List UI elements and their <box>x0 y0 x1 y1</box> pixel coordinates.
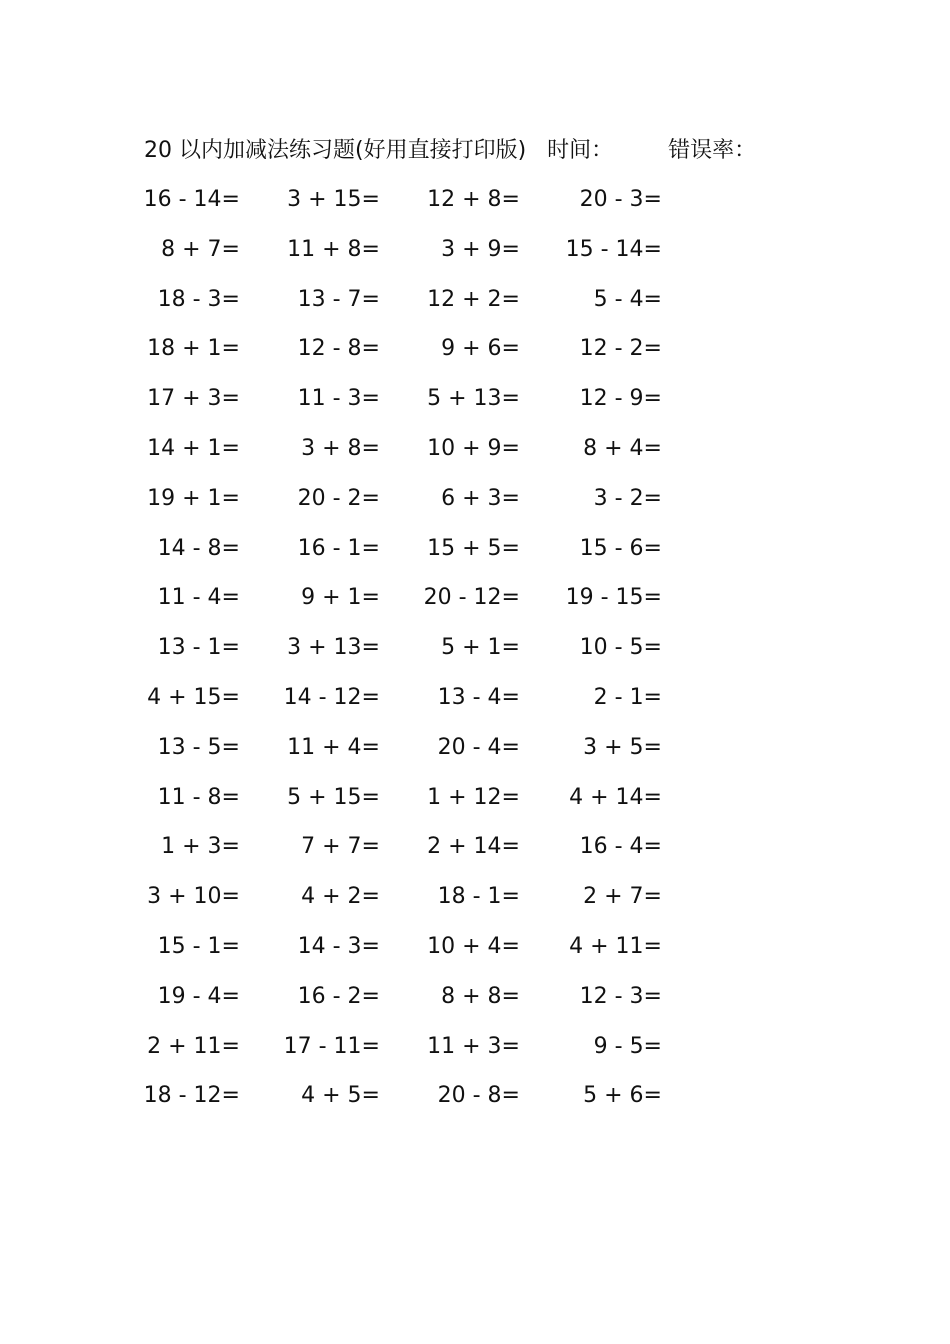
problem-cell: 3 + 13= <box>287 635 380 661</box>
problem-cell: 15 - 6= <box>579 535 662 561</box>
problem-cell: 9 + 1= <box>301 585 380 611</box>
problem-cell: 12 - 8= <box>297 336 380 362</box>
problem-row <box>0 582 950 632</box>
problem-cell: 8 + 8= <box>441 983 520 1009</box>
worksheet-header <box>144 135 756 167</box>
problem-cell: 4 + 11= <box>569 933 662 959</box>
problem-cell: 12 + 2= <box>427 286 520 312</box>
problem-cell: 1 + 12= <box>427 784 520 810</box>
time-label: 时间： <box>547 138 614 163</box>
problem-cell: 20 - 4= <box>437 734 520 760</box>
problem-cell: 4 + 2= <box>301 884 380 910</box>
problem-cell: 6 + 3= <box>441 485 520 511</box>
problem-cell: 4 + 15= <box>147 684 240 710</box>
problem-cell: 13 - 7= <box>297 286 380 312</box>
problem-cell: 19 - 15= <box>565 585 662 611</box>
problem-grid <box>0 184 950 1130</box>
problem-cell: 16 - 1= <box>297 535 380 561</box>
problem-cell: 2 + 14= <box>427 834 520 860</box>
problem-cell: 11 + 4= <box>287 734 380 760</box>
problem-cell: 5 + 13= <box>427 386 520 412</box>
error-rate-label: 错误率： <box>668 138 757 163</box>
worksheet-title: 20 以内加减法练习题(好用直接打印版) <box>144 138 527 163</box>
problem-cell: 10 + 4= <box>427 933 520 959</box>
problem-row <box>0 383 950 433</box>
problem-row <box>0 433 950 483</box>
problem-cell: 2 - 1= <box>593 684 662 710</box>
problem-cell: 11 - 8= <box>157 784 240 810</box>
problem-cell: 2 + 7= <box>583 884 662 910</box>
problem-cell: 11 - 3= <box>297 386 380 412</box>
problem-row <box>0 1031 950 1081</box>
problem-cell: 7 + 7= <box>301 834 380 860</box>
problem-cell: 5 - 4= <box>593 286 662 312</box>
problem-cell: 10 + 9= <box>427 435 520 461</box>
problem-cell: 15 - 1= <box>157 933 240 959</box>
problem-cell: 14 - 8= <box>157 535 240 561</box>
problem-cell: 18 - 3= <box>157 286 240 312</box>
problem-cell: 13 - 4= <box>437 684 520 710</box>
problem-cell: 3 + 15= <box>287 187 380 212</box>
problem-cell: 8 + 4= <box>583 435 662 461</box>
problem-cell: 9 + 6= <box>441 336 520 362</box>
problem-cell: 5 + 1= <box>441 635 520 661</box>
problem-cell: 18 - 1= <box>437 884 520 910</box>
problem-cell: 3 + 9= <box>441 236 520 262</box>
problem-cell: 14 - 3= <box>297 933 380 959</box>
problem-cell: 16 - 2= <box>297 983 380 1009</box>
problem-cell: 1 + 3= <box>161 834 240 860</box>
problem-cell: 16 - 14= <box>143 187 240 212</box>
problem-cell: 11 - 4= <box>157 585 240 611</box>
problem-cell: 20 - 8= <box>437 1083 520 1109</box>
problem-row <box>0 533 950 583</box>
problem-cell: 13 - 1= <box>157 635 240 661</box>
problem-cell: 12 - 9= <box>579 386 662 412</box>
problem-row <box>0 234 950 284</box>
problem-cell: 2 + 11= <box>147 1033 240 1059</box>
problem-row <box>0 184 950 234</box>
problem-cell: 11 + 3= <box>427 1033 520 1059</box>
problem-cell: 4 + 14= <box>569 784 662 810</box>
problem-cell: 13 - 5= <box>157 734 240 760</box>
problem-cell: 11 + 8= <box>287 236 380 262</box>
problem-cell: 15 - 14= <box>565 236 662 262</box>
problem-cell: 14 - 12= <box>283 684 380 710</box>
problem-cell: 14 + 1= <box>147 435 240 461</box>
problem-cell: 15 + 5= <box>427 535 520 561</box>
problem-cell: 19 - 4= <box>157 983 240 1009</box>
problem-cell: 5 + 15= <box>287 784 380 810</box>
problem-cell: 20 - 2= <box>297 485 380 511</box>
problem-row <box>0 632 950 682</box>
problem-row <box>0 1080 950 1130</box>
problem-cell: 3 - 2= <box>593 485 662 511</box>
problem-row <box>0 881 950 931</box>
problem-cell: 20 - 12= <box>423 585 520 611</box>
problem-row <box>0 782 950 832</box>
problem-cell: 17 - 11= <box>283 1033 380 1059</box>
problem-row <box>0 981 950 1031</box>
problem-cell: 5 + 6= <box>583 1083 662 1109</box>
problem-row <box>0 682 950 732</box>
problem-cell: 3 + 10= <box>147 884 240 910</box>
problem-cell: 17 + 3= <box>147 386 240 412</box>
problem-cell: 12 + 8= <box>427 187 520 212</box>
problem-row <box>0 483 950 533</box>
problem-cell: 8 + 7= <box>161 236 240 262</box>
problem-cell: 18 - 12= <box>143 1083 240 1109</box>
problem-cell: 3 + 5= <box>583 734 662 760</box>
problem-cell: 10 - 5= <box>579 635 662 661</box>
problem-row <box>0 333 950 383</box>
problem-cell: 4 + 5= <box>301 1083 380 1109</box>
problem-cell: 12 - 2= <box>579 336 662 362</box>
problem-row <box>0 831 950 881</box>
problem-row <box>0 284 950 334</box>
problem-cell: 16 - 4= <box>579 834 662 860</box>
problem-row <box>0 931 950 981</box>
problem-cell: 3 + 8= <box>301 435 380 461</box>
problem-cell: 20 - 3= <box>579 187 662 212</box>
problem-cell: 18 + 1= <box>147 336 240 362</box>
problem-cell: 9 - 5= <box>593 1033 662 1059</box>
problem-cell: 19 + 1= <box>147 485 240 511</box>
problem-cell: 12 - 3= <box>579 983 662 1009</box>
problem-row <box>0 732 950 782</box>
